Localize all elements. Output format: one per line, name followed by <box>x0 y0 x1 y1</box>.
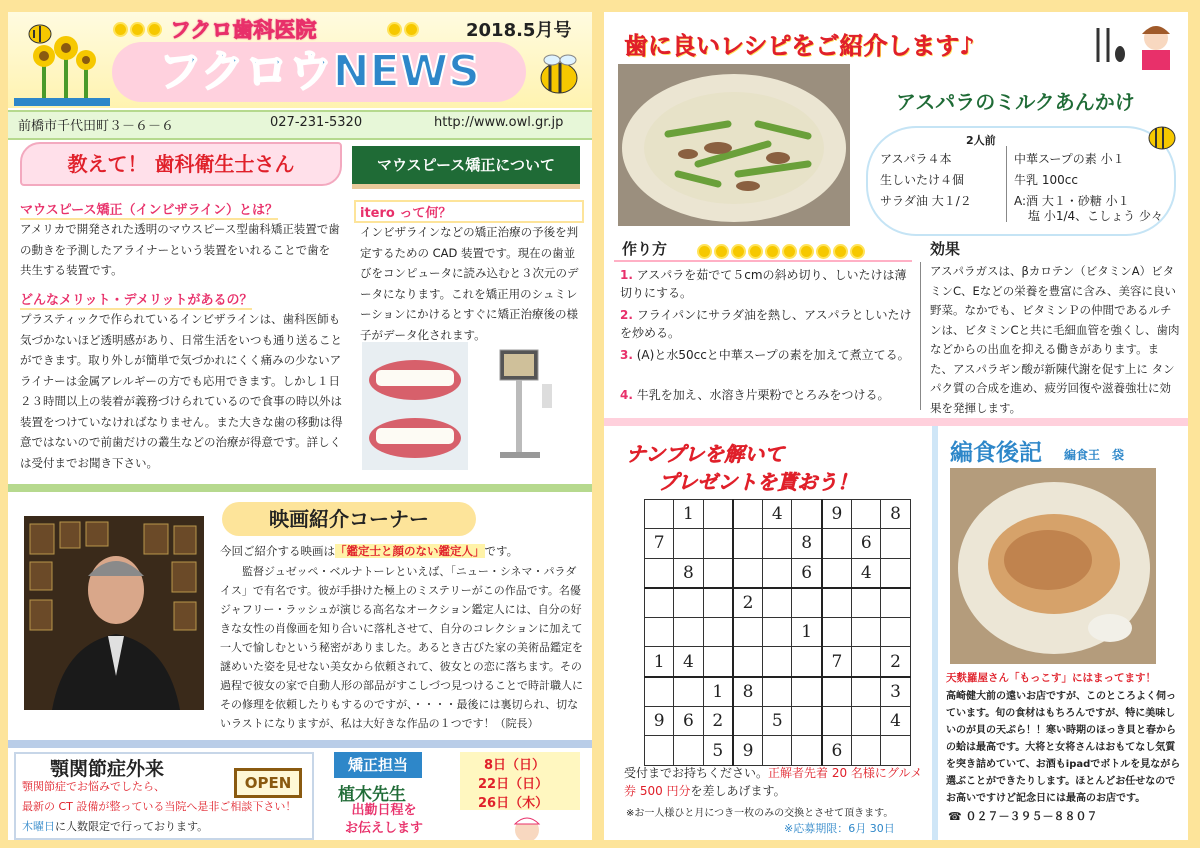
sudoku-cell <box>881 736 910 765</box>
sudoku-cell <box>763 647 792 677</box>
sudoku-cell: 4 <box>763 500 792 529</box>
sudoku-cell <box>852 588 881 618</box>
step: 2. フライパンにサラダ油を熱し、アスパラとしいたけを炒める。 <box>620 308 912 340</box>
sudoku-cell <box>733 707 763 736</box>
sudoku-grid <box>644 499 911 766</box>
sudoku-row <box>645 647 911 677</box>
sudoku-cell: 6 <box>852 529 881 558</box>
prize-text: 受付までお持ちください。正解者先着 20 名様にグルメ券 500 円分を差しあげます。 <box>624 766 923 798</box>
asparagus-dish-photo <box>618 64 850 226</box>
section-divider <box>8 484 592 492</box>
sudoku-cell <box>852 618 881 647</box>
tmj-line1: 顎関節症でお悩みでしたら、 <box>22 780 165 793</box>
cook-illustration <box>1132 20 1180 70</box>
sudoku-cell <box>852 677 881 707</box>
sudoku-row <box>645 707 911 736</box>
flower-row <box>696 242 866 261</box>
sudoku-cell: 8 <box>733 677 763 707</box>
sudoku-cell <box>733 558 763 588</box>
sudoku-cell: 3 <box>881 677 910 707</box>
sudoku-cell <box>792 707 822 736</box>
food-phone: ☎ ０２７－３９５－８８０７ <box>948 810 1098 823</box>
sudoku-cell: 4 <box>852 558 881 588</box>
sudoku-cell <box>645 588 674 618</box>
sudoku-cell <box>733 500 763 529</box>
hygienist-a2: プラスティックで作られているインビザラインは、歯科医師も気づかないほど透明感があり、日常生活をいつも通り送ることができます。取り外しが簡単で気づかれにくく痛みの少ないアライナーは金属アレルギーの方でも応用できます。しかし１日２３時間以上の装着が義務づけられているので食事の時以外は装置をつけていなければなりません。また大きな歯の移動は得意ではないので前歯だけの叢生などの治療が得意です。詳しくは受付までお聞き下さい。 <box>20 312 343 470</box>
flower-row <box>112 20 163 39</box>
sudoku-cell: 9 <box>645 707 674 736</box>
step: 3. (A)と水50ccと中華スープの素を加えて煮立てる。 <box>620 348 910 362</box>
sudoku-cell: 8 <box>792 529 822 558</box>
servings: 2人前 <box>966 134 996 147</box>
itero-scanner-image <box>482 344 576 470</box>
sudoku-cell <box>792 677 822 707</box>
open-sign: OPEN <box>234 768 302 798</box>
left-page <box>8 12 592 840</box>
sudoku-cell <box>733 529 763 558</box>
sudoku-cell <box>674 618 703 647</box>
recipe-header: 歯に良いレシピをご紹介します♪ <box>624 32 975 60</box>
step: 4. 牛乳を加え、水溶き片栗粉でとろみをつける。 <box>620 388 890 402</box>
sudoku-cell <box>881 529 910 558</box>
sudoku-cell <box>822 618 852 647</box>
puzzle-title-line1: ナンプレを解いて <box>626 442 785 466</box>
effect-label: 効果 <box>930 240 961 258</box>
section-divider <box>8 740 592 748</box>
sudoku-cell <box>792 588 822 618</box>
dental-model-image <box>362 342 468 470</box>
hygienist-title: 教えて！ 歯科衛生士さん <box>20 142 342 186</box>
sudoku-row <box>645 677 911 707</box>
sudoku-cell <box>703 558 733 588</box>
ingredient: A:酒 大１・砂糖 小１ <box>1014 194 1130 208</box>
ingredient: 生しいたけ４個 <box>880 173 965 187</box>
sudoku-cell: 2 <box>733 588 763 618</box>
sudoku-cell <box>763 529 792 558</box>
sudoku-cell: 9 <box>822 500 852 529</box>
tmj-title: 顎関節症外来 <box>50 758 165 780</box>
sudoku-cell: 2 <box>703 707 733 736</box>
sudoku-row <box>645 500 911 529</box>
news-title: フクロウNEWS <box>112 42 526 102</box>
ortho-date: 22日（日） <box>478 777 549 792</box>
sudoku-row <box>645 588 911 618</box>
column-divider <box>920 262 921 410</box>
food-body: 高崎健大前の遠いお店ですが、このところよく伺っています。旬の食材はもちろんですが、特に美味しいのが貝の天ぷら！！寒い時期のほっき貝と春からの蛤は最高です。大将と女将さんはおもてなし気質を突き詰めていて、お酒もipadでボトルを見ながら選ぶことができたりします。ほとんどお任せなのでお高いですけど記念日には最高のお店です。 <box>946 691 1181 804</box>
sudoku-cell <box>703 500 733 529</box>
sudoku-cell: 7 <box>645 529 674 558</box>
mouthpiece-a: インビザラインなどの矯正治療の予後を判定するための CAD 装置です。現在の歯並びをコンピュータに読み込むと３次元のデータになります。これを矯正用のシュミレーションにかけるとすぐに矯正治療後の様子がデータ化されます。 <box>360 225 579 342</box>
ortho-role: 矯正担当 <box>334 752 422 778</box>
prize-note: ※お一人様ひと月につき一枚のみの交換とさせて頂きます。 <box>626 808 894 819</box>
bee-on-sunflowers-illustration <box>14 16 110 108</box>
movie-intro: 今回ご紹介する映画は「鑑定士と顔のない鑑定人」です。 <box>220 544 519 558</box>
bee-icon <box>534 54 584 102</box>
mouthpiece-title: マウスピース矯正について <box>352 146 580 189</box>
deadline: ※応募期限：6月 30日 <box>784 822 895 835</box>
tempura-photo <box>950 468 1156 664</box>
sudoku-cell <box>674 588 703 618</box>
sudoku-cell <box>822 588 852 618</box>
sudoku-cell <box>763 618 792 647</box>
sudoku-cell: 6 <box>674 707 703 736</box>
sudoku-cell <box>792 736 822 765</box>
mouthpiece-q: itero って何？ <box>354 200 584 223</box>
food-title: 編食後記 <box>950 440 1042 466</box>
sudoku-cell <box>763 736 792 765</box>
hygienist-q1: マウスピース矯正（インビザライン）とは？ <box>20 199 278 220</box>
clinic-address: 前橋市千代田町３－６－６ <box>18 119 175 134</box>
sudoku-cell <box>881 588 910 618</box>
sudoku-cell <box>645 558 674 588</box>
ingredients-divider <box>1006 146 1007 222</box>
sudoku-cell <box>674 677 703 707</box>
sudoku-row <box>645 529 911 558</box>
section-divider <box>604 418 1188 426</box>
ingredient: 塩 小1/4、こしょう 少々 <box>1028 209 1163 223</box>
sudoku-cell <box>822 707 852 736</box>
sudoku-cell: 5 <box>703 736 733 765</box>
sudoku-cell: 1 <box>645 647 674 677</box>
food-headline: 天麩羅屋さん「もっこす」にはまってます！ <box>946 672 1156 684</box>
sudoku-cell: 1 <box>703 677 733 707</box>
sudoku-cell <box>645 618 674 647</box>
sudoku-cell: 2 <box>881 647 910 677</box>
method-label: 作り方 <box>622 240 668 258</box>
kitchen-utensils-icon <box>1092 26 1126 66</box>
sudoku-cell <box>763 677 792 707</box>
recipe-title: アスパラのミルクあんかけ <box>896 90 1135 114</box>
movie-name: 「鑑定士と顔のない鑑定人」 <box>335 544 485 558</box>
sudoku-cell <box>763 558 792 588</box>
sudoku-cell: 1 <box>792 618 822 647</box>
ortho-doctor: 植木先生 <box>338 785 406 805</box>
issue-date: 2018.5月号 <box>466 20 572 41</box>
sudoku-cell: 6 <box>822 736 852 765</box>
sudoku-cell <box>822 677 852 707</box>
food-author: 編食王 袋 <box>1064 448 1125 462</box>
sudoku-cell <box>881 558 910 588</box>
sudoku-row <box>645 618 911 647</box>
effect-text: アスパラガスは、βカロテン（ビタミンA）ビタミンC、Eなどの栄養を豊富に含み、美容に良い野菜。なかでも、ビタミンＰの仲間であるルチンは、ビタミンCと共に毛細血管を強くし、歯肉などからの出血を抑える働きがあります。また、アスパラギン酸が新陳代謝を促す上に タンパク質の合成を進め、疲労回復や滋養強壮に効果を発揮します。 <box>930 264 1180 415</box>
sudoku-cell <box>852 500 881 529</box>
sudoku-cell <box>674 529 703 558</box>
movie-title: 映画紹介コーナー <box>222 502 476 536</box>
sudoku-cell <box>852 647 881 677</box>
prize-highlight: 正解者先着 20 名様にグルメ券 500 円分 <box>624 766 923 798</box>
sudoku-cell <box>703 529 733 558</box>
sudoku-cell <box>881 618 910 647</box>
sudoku-cell <box>645 500 674 529</box>
movie-still-image <box>24 516 204 710</box>
ingredient: 牛乳 100cc <box>1014 173 1078 187</box>
sudoku-cell: 1 <box>674 500 703 529</box>
sudoku-cell: 9 <box>733 736 763 765</box>
sudoku-cell <box>674 736 703 765</box>
movie-body: 監督ジュゼッペ・ベルナトーレといえば、「ニュー・シネマ・パラダイス」で有名です。彼が手掛けた極上のミステリーがこの作品です。名優ジャフリー・ラッシュが演じる高名なオークション鑑定人には、自分の好きな女性の肖像画を知り合いに落札させて、自分のコレクションに加えて一人で愉しむという秘密がありました。あるとき古びた家の美術品鑑定を謎めいた姿を見せない美女から依頼されて、彼女との恋に落ちます。その過程で彼女の家で自動人形の部品がすこしづつ見つけることで時計職人にその修理を依頼したりもするのですが、・・・・最後には裏切られ、切ないラストになりますが、私は大好きな作品の１つです！（院長） <box>220 565 583 730</box>
sudoku-cell <box>763 588 792 618</box>
hygienist-a1: アメリカで開発された透明のマウスピース型歯科矯正装置で歯の動きを予測したアライナーという装置をいれることで歯を共生する装置です。 <box>20 222 340 277</box>
sudoku-cell <box>733 647 763 677</box>
ingredient: 中華スープの素 小１ <box>1014 152 1125 166</box>
sudoku-cell: 7 <box>822 647 852 677</box>
sudoku-cell: 8 <box>881 500 910 529</box>
right-page <box>604 12 1188 840</box>
sudoku-cell <box>703 618 733 647</box>
nurse-illustration <box>504 810 550 840</box>
hygienist-q2: どんなメリット・デメリットがあるの？ <box>20 289 252 310</box>
ortho-date: 26日（木） <box>478 796 549 811</box>
ingredient: サラダ油 大１/２ <box>880 194 972 208</box>
sudoku-cell <box>792 500 822 529</box>
ingredient: アスパラ４本 <box>880 152 952 166</box>
sudoku-cell <box>703 588 733 618</box>
sudoku-cell: 6 <box>792 558 822 588</box>
step: 1. アスパラを茹でて５cmの斜め切り、しいたけは薄切りにする。 <box>620 268 907 300</box>
clinic-phone: 027-231-5320 <box>270 115 363 130</box>
sudoku-cell <box>645 736 674 765</box>
sudoku-cell <box>822 529 852 558</box>
sudoku-row <box>645 558 911 588</box>
sudoku-cell <box>852 707 881 736</box>
sudoku-cell <box>703 647 733 677</box>
sudoku-cell <box>852 736 881 765</box>
flower-row <box>386 20 420 39</box>
ortho-footer: 出勤日程を お伝えします <box>344 803 423 836</box>
sudoku-cell: 5 <box>763 707 792 736</box>
sudoku-cell <box>792 647 822 677</box>
ortho-date: 8日（日） <box>484 758 546 773</box>
clinic-url: http://www.owl.gr.jp <box>434 115 564 130</box>
sudoku-cell <box>822 558 852 588</box>
sudoku-cell: 8 <box>674 558 703 588</box>
sudoku-row <box>645 736 911 765</box>
sudoku-cell: 4 <box>881 707 910 736</box>
tmj-line2: 最新の CT 設備が整っている当院へ是非ご相談下さい！ <box>22 800 297 813</box>
sudoku-cell: 4 <box>674 647 703 677</box>
clinic-name: フクロ歯科医院 <box>170 18 317 42</box>
sudoku-cell <box>645 677 674 707</box>
puzzle-title-line2: プレゼントを貰おう！ <box>658 470 858 494</box>
tmj-line3: 木曜日に人数限定で行っております。 <box>22 820 209 833</box>
sudoku-cell <box>733 618 763 647</box>
bee-icon <box>1144 120 1180 154</box>
column-divider <box>932 426 938 840</box>
